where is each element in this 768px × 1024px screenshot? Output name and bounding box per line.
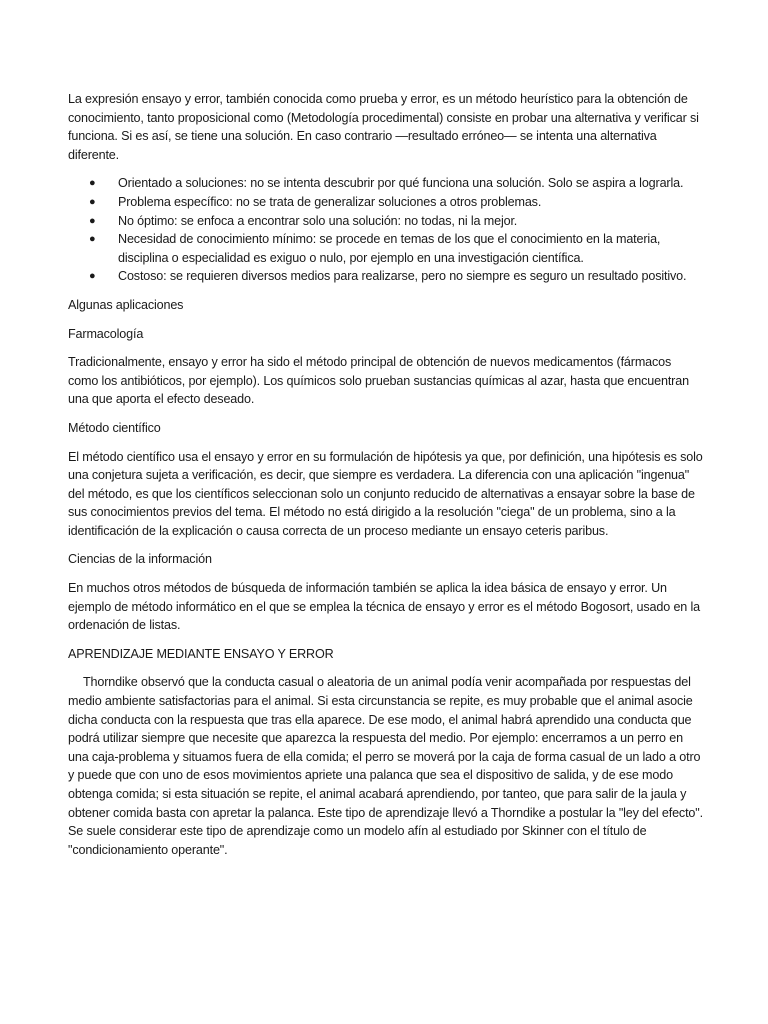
list-item-text: Necesidad de conocimiento mínimo: se procede en temas de los que el conocimiento en la materia, disciplina o especialidad es exiguo o nulo, por ejemplo en una investigación científica. xyxy=(118,232,661,265)
bullet-icon: ● xyxy=(89,177,96,190)
learning-paragraph: Thorndike observó que la conducta casual o aleatoria de un animal podía venir acompañada por respuestas del medio ambiente satisfactorias para el animal. Si esta circunstancia se repite, es muy probable que el animal asocie dicha conducta con la respuesta que tras ella aparece. De ese modo, el animal habrá aprendido una conducta que podrá utilizar siempre que necesite que aparezca la respuesta del medio. Por ejemplo: encerramos a un perro en una caja-problema y situamos fuera de ella comida; el perro se moverá por la caja de forma casual de un lado a otro y puede que con uno de esos movimientos apriete una palanca que sea el dispositivo de salida, y de ese modo obtenga comida; si esta situación se repite, el animal acabará aprendiendo, por tanteo, que para salir de la jaula y obtener comida basta con apretar la palanca. Este tipo de aprendizaje llevó a Thorndike a postular la "ley del efecto". Se suele considerar este tipo de aprendizaje como un modelo afín al estudiado por Skinner con el título de "condicionamiento operante". xyxy=(68,675,703,857)
bullet-icon: ● xyxy=(89,195,96,208)
information-sciences-heading: Ciencias de la información xyxy=(68,552,212,567)
scientific-method-paragraph: El método científico usa el ensayo y error en su formulación de hipótesis ya que, por definición, una hipótesis es solo una conjetura sujeta a verificación, es decir, que siempre es verdadera. La diferencia con una aplicación "ingenua" del método, es que los científicos seleccionan solo un conjunto reducido de alternativas a ensayar sobre la base de sus conocimientos previos del tema. El método no está dirigido a la resolución "ciega" de un problema, sino a la identificación de la explicación o causa correcta de un proceso mediante un ensayo ceteris paribus. xyxy=(68,449,703,538)
list-item xyxy=(89,212,704,231)
list-item xyxy=(89,174,704,193)
list-item xyxy=(89,230,704,267)
list-item xyxy=(89,267,704,286)
intro-paragraph: La expresión ensayo y error, también conocida como prueba y error, es un método heurístico para la obtención de conocimiento, tanto proposicional como (Metodología procedimental) consiste en probar una alternativa y verificar si funciona. Si es así, se tiene una solución. En caso contrario —resultado erróneo— se intenta una alternativa diferente. xyxy=(68,92,699,162)
list-item-text: Orientado a soluciones: no se intenta descubrir por qué funciona una solución. Solo se aspira a lograrla. xyxy=(118,176,684,191)
applications-heading: Algunas aplicaciones xyxy=(68,297,184,312)
information-sciences-paragraph: En muchos otros métodos de búsqueda de información también se aplica la idea básica de ensayo y error. Un ejemplo de método informático en el que se emplea la técnica de ensayo y error es el método Bogosort, usado en la ordenación de listas. xyxy=(68,581,701,633)
pharmacology-heading: Farmacología xyxy=(68,326,144,341)
list-item xyxy=(89,193,704,212)
bullet-icon: ● xyxy=(89,270,96,283)
list-item-text: Costoso: se requieren diversos medios para realizarse, pero no siempre es seguro un resultado positivo. xyxy=(118,269,687,284)
list-item-text: Problema específico: no se trata de generalizar soluciones a otros problemas. xyxy=(118,194,542,209)
learning-heading: APRENDIZAJE MEDIANTE ENSAYO Y ERROR xyxy=(68,646,334,661)
characteristics-list xyxy=(68,174,704,286)
scientific-method-heading: Método científico xyxy=(68,420,161,435)
pharmacology-paragraph: Tradicionalmente, ensayo y error ha sido el método principal de obtención de nuevos medicamentos (fármacos como los antibióticos, por ejemplo). Los químicos solo prueban sustancias químicas al azar, hasta que encuentran una que aporta el efecto deseado. xyxy=(68,355,689,407)
bullet-icon: ● xyxy=(89,233,96,246)
bullet-icon: ● xyxy=(89,214,96,227)
list-item-text: No óptimo: se enfoca a encontrar solo una solución: no todas, ni la mejor. xyxy=(118,213,518,228)
